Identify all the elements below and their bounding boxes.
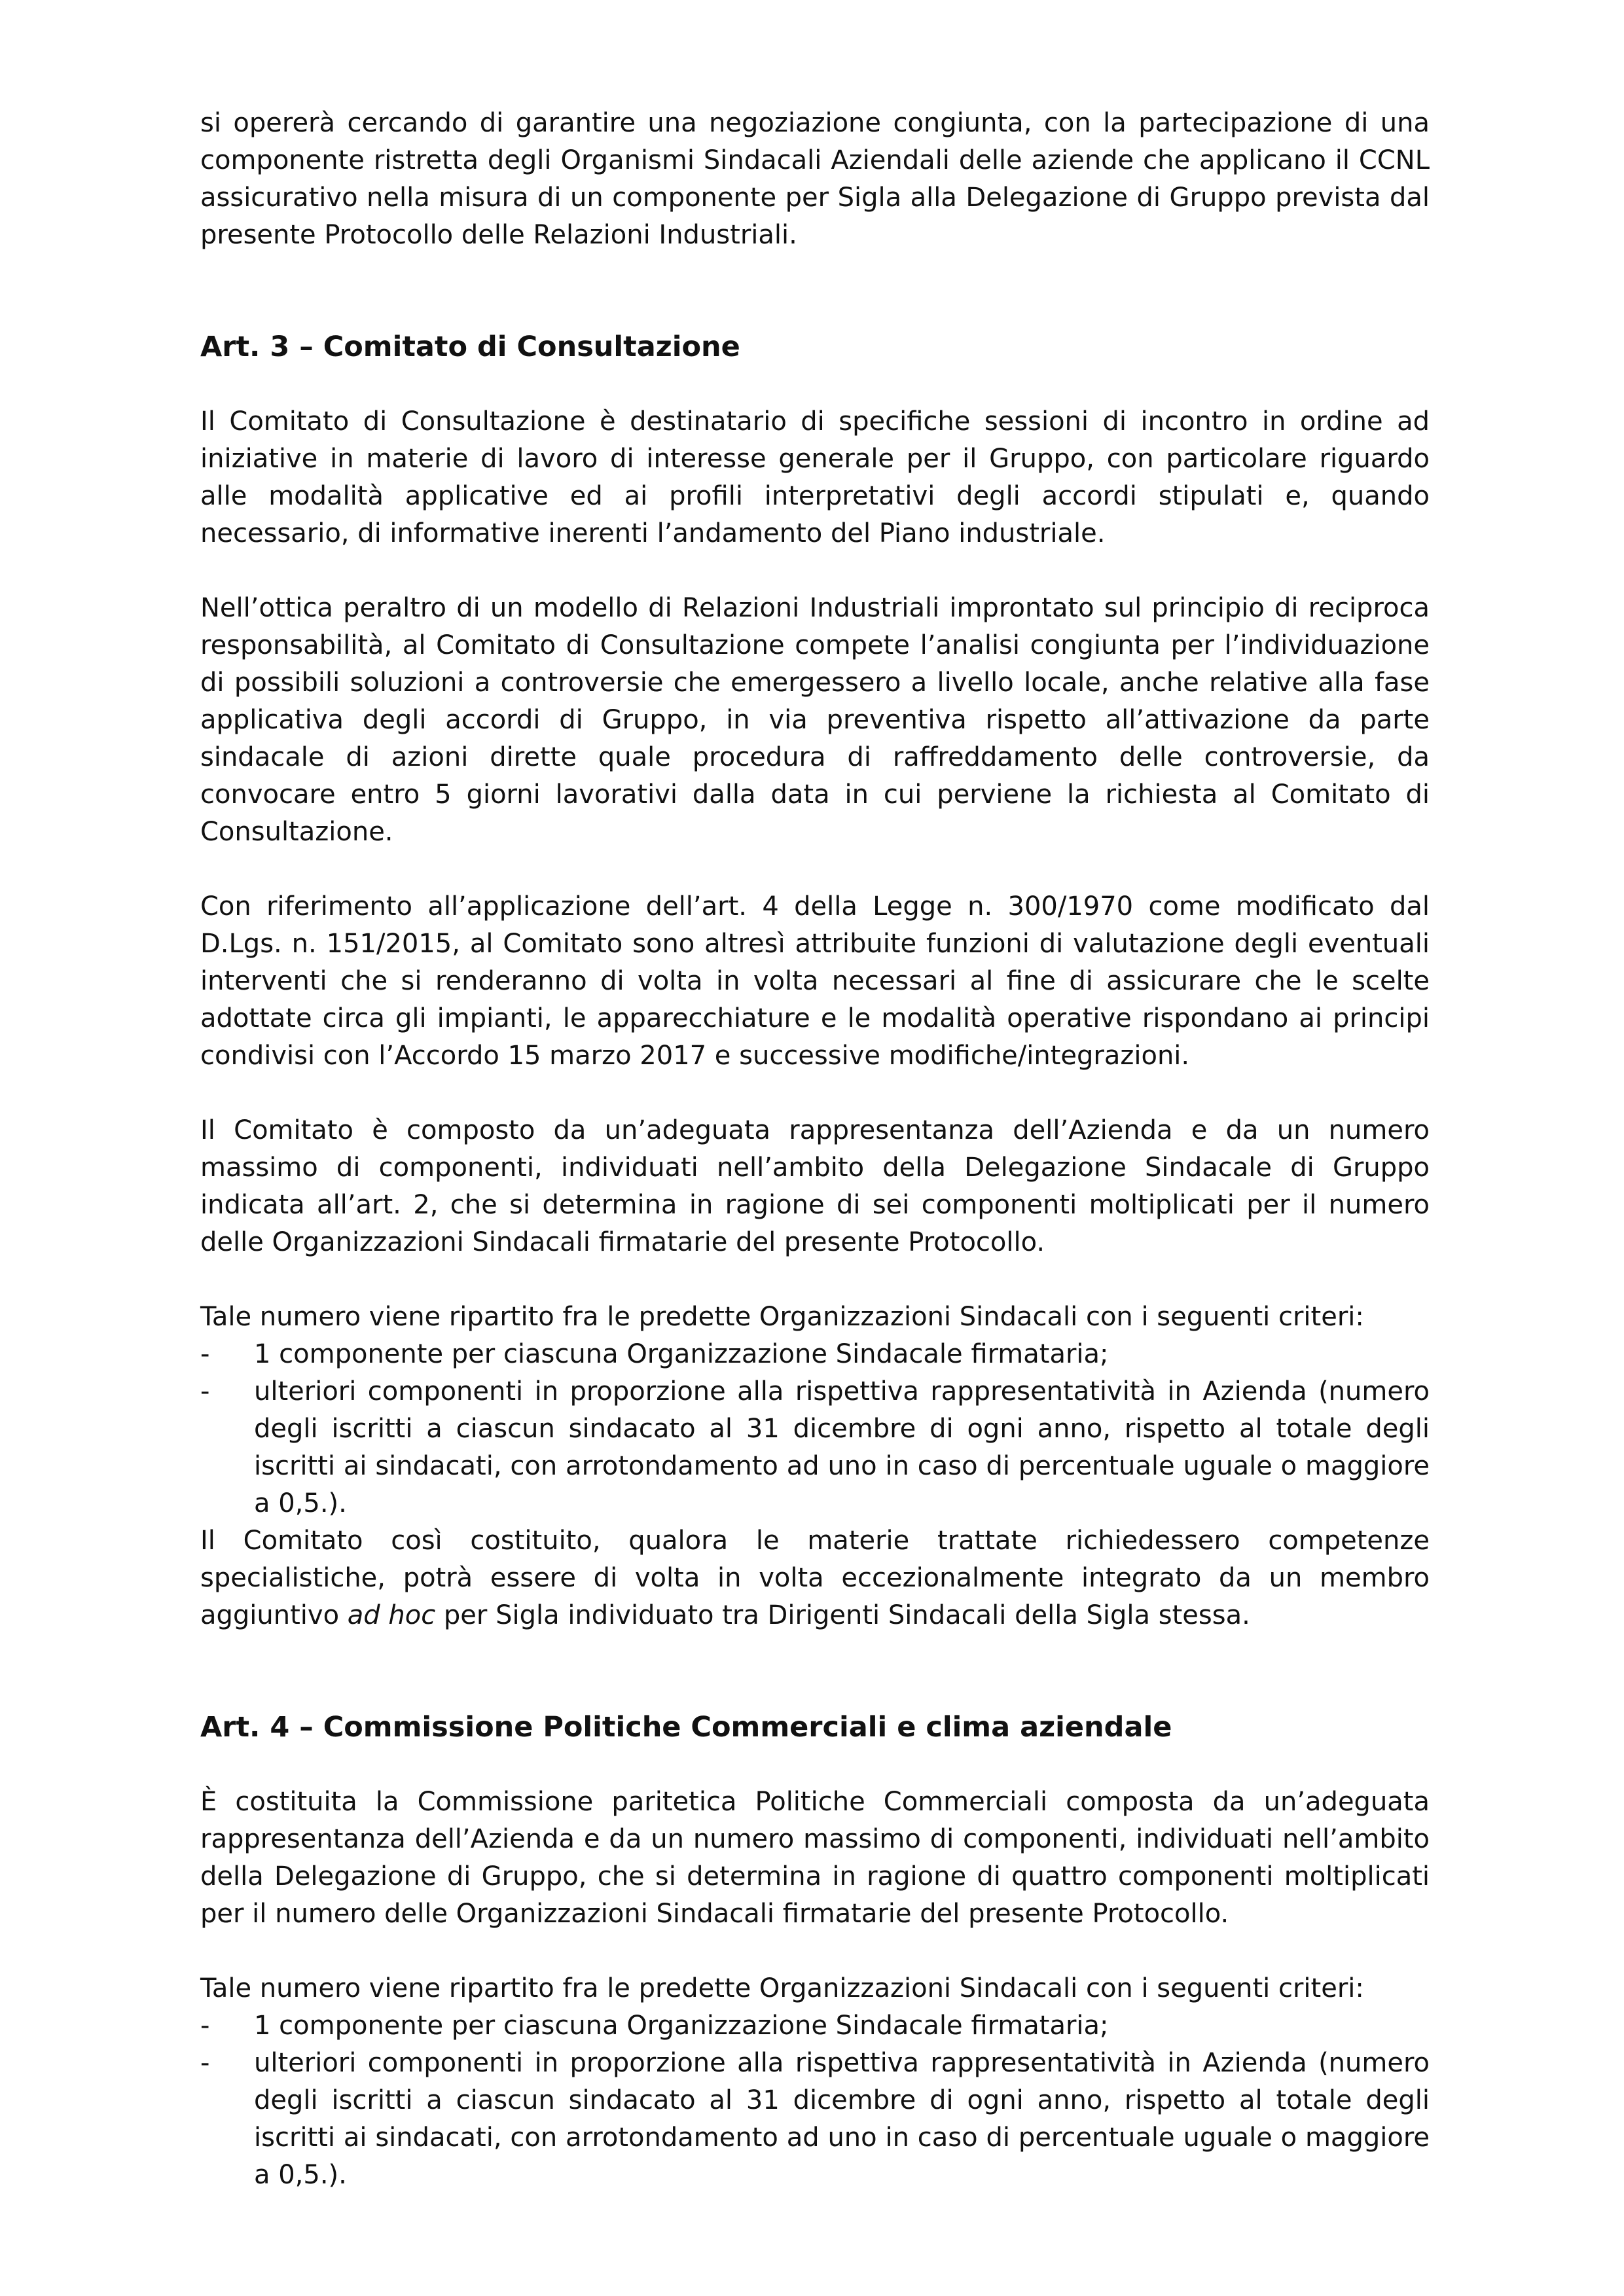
art3-paragraph-4: Il Comitato è composto da un’adeguata rappresentanza dell’Azienda e da un numero massimo di componenti, individuati nell’ambito della Delegazione Sindacale di Gruppo indicata all’art. 2, che si determina in ragione di sei componenti moltiplicati per il numero delle Organizzazioni Sindacali firmatarie del presente Protocollo. xyxy=(200,1115,1430,1257)
art3-criteria-list xyxy=(200,1336,1430,1522)
list-item-text: 1 componente per ciascuna Organizzazione Sindacale firmataria; xyxy=(254,1339,1109,1369)
list-item-text: 1 componente per ciascuna Organizzazione Sindacale firmataria; xyxy=(254,2011,1109,2041)
list-item-text: ulteriori componenti in proporzione alla rispettiva rappresentatività in Azienda (numero degli iscritti a ciascun sindacato al 31 dicembre di ogni anno, rispetto al totale degli iscritti ai sindacati, con arrotondamento ad uno in caso di percentuale uguale o maggiore a 0,5.). xyxy=(254,2048,1430,2190)
art4-criteria-intro: Tale numero viene ripartito fra le predette Organizzazioni Sindacali con i seguenti criteri: xyxy=(200,1973,1364,2003)
list-item xyxy=(200,2007,1430,2045)
list-dash: - xyxy=(200,2048,210,2078)
list-dash: - xyxy=(200,1339,210,1369)
list-item-text: ulteriori componenti in proporzione alla rispettiva rappresentatività in Azienda (numero degli iscritti a ciascun sindacato al 31 dicembre di ogni anno, rispetto al totale degli iscritti ai sindacati, con arrotondamento ad uno in caso di percentuale uguale o maggiore a 0,5.). xyxy=(254,1376,1430,1518)
list-item xyxy=(200,1373,1430,1522)
art3-heading-block xyxy=(200,329,1430,366)
list-item xyxy=(200,2045,1430,2194)
art3-paragraph-1: Il Comitato di Consultazione è destinatario di specifiche sessioni di incontro in ordine ad iniziative in materie di lavoro di interesse generale per il Gruppo, con particolare riguardo alle modalità applicative ed ai profili interpretativi degli accordi stipulati e, quando necessario, di informative inerenti l’andamento del Piano industriale. xyxy=(200,406,1430,548)
art4-heading-block xyxy=(200,1709,1430,1746)
list-dash: - xyxy=(200,1376,210,1407)
art3-p5-italic: ad hoc xyxy=(347,1600,436,1630)
list-dash: - xyxy=(200,2011,210,2041)
list-item xyxy=(200,1336,1430,1373)
document-page xyxy=(200,105,1430,2194)
art4-paragraph-1: È costituita la Commissione paritetica Politiche Commerciali composta da un’adeguata rappresentanza dell’Azienda e da un numero massimo di componenti, individuati nell’ambito della Delegazione di Gruppo, che si determina in ragione di quattro componenti moltiplicati per il numero delle Organizzazioni Sindacali firmatarie del presente Protocollo. xyxy=(200,1787,1430,1929)
art3-paragraph-3: Con riferimento all’applicazione dell’art. 4 della Legge n. 300/1970 come modificato dal D.Lgs. n. 151/2015, al Comitato sono altresì attribuite funzioni di valutazione degli eventuali interventi che si renderanno di volta in volta necessari al fine di assicurare che le scelte adottate circa gli impianti, le apparecchiature e le modalità operative rispondano ai principi condivisi con l’Accordo 15 marzo 2017 e successive modifiche/integrazioni. xyxy=(200,891,1430,1071)
art3-criteria-intro: Tale numero viene ripartito fra le predette Organizzazioni Sindacali con i seguenti criteri: xyxy=(200,1302,1364,1332)
art3-title: Art. 3 – Comitato di Consultazione xyxy=(200,331,740,363)
intro-paragraph: si opererà cercando di garantire una negoziazione congiunta, con la partecipazione di una componente ristretta degli Organismi Sindacali Aziendali delle aziende che applicano il CCNL assicurativo nella misura di un componente per Sigla alla Delegazione di Gruppo prevista dal presente Protocollo delle Relazioni Industriali. xyxy=(200,108,1430,250)
art3-paragraph-2: Nell’ottica peraltro di un modello di Relazioni Industriali improntato sul principio di reciproca responsabilità, al Comitato di Consultazione compete l’analisi congiunta per l’individuazione di possibili soluzioni a controversie che emergessero a livello locale, anche relative alla fase applicativa degli accordi di Gruppo, in via preventiva rispetto all’attivazione da parte sindacale di azioni dirette quale procedura di raffreddamento delle controversie, da convocare entro 5 giorni lavorativi dalla data in cui perviene la richiesta al Comitato di Consultazione. xyxy=(200,593,1430,847)
art3-p5-end: per Sigla individuato tra Dirigenti Sindacali della Sigla stessa. xyxy=(435,1600,1250,1630)
art4-title: Art. 4 – Commissione Politiche Commerciali e clima aziendale xyxy=(200,1711,1172,1744)
art3-paragraph-5 xyxy=(200,1522,1430,1634)
art4-criteria-list xyxy=(200,2007,1430,2194)
art3-p5-start: Il Comitato così costituito, qualora le materie trattate richiedessero competenze specialistiche, potrà essere di volta in volta eccezionalmente integrato da un membro aggiuntivo xyxy=(200,1526,1430,1630)
